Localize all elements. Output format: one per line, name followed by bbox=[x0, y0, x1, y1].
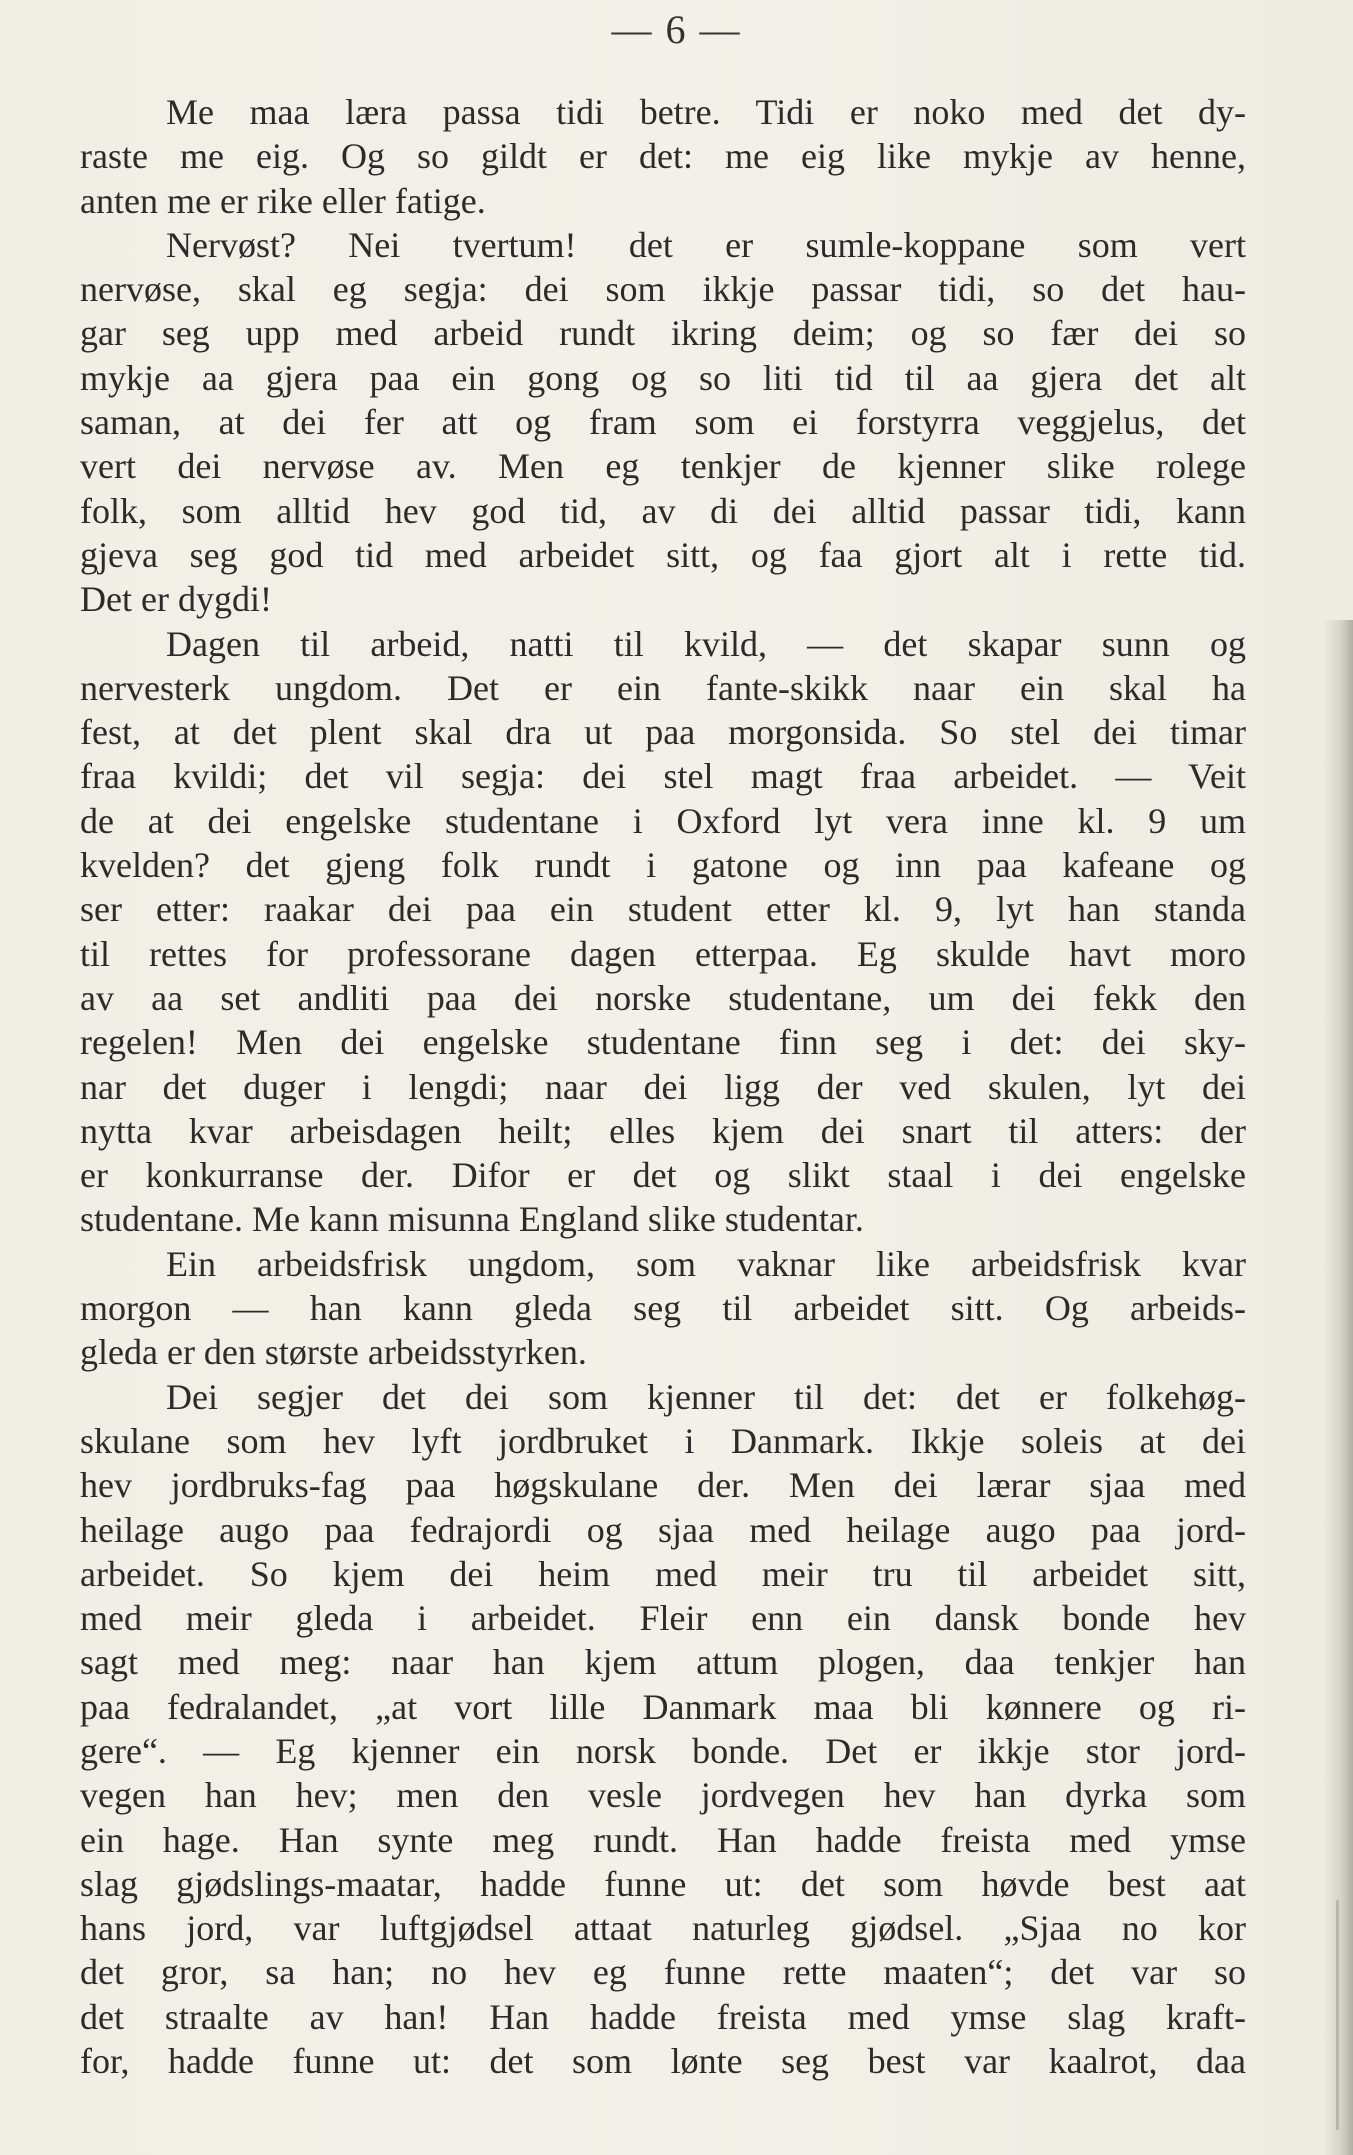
text-line: er konkurranse der. Difor er det og slikt staal i dei engelske bbox=[80, 1155, 1246, 1196]
text-line: til rettes for professorane dagen etterpaa. Eg skulde havt moro bbox=[80, 933, 1246, 974]
text-line: raste me eig. Og so gildt er det: me eig like mykje av henne, bbox=[80, 136, 1246, 177]
text-line: studentane. Me kann misunna England slike studentar. bbox=[80, 1199, 864, 1240]
text-line: det gror, sa han; no hev eg funne rette maaten“; det var so bbox=[80, 1952, 1246, 1993]
text-line: arbeidet. So kjem dei heim med meir tru til arbeidet sitt, bbox=[80, 1553, 1246, 1594]
text-line: skulane som hev lyft jordbruket i Danmark. Ikkje soleis at dei bbox=[80, 1420, 1246, 1461]
text-line: nervøse, skal eg segja: dei som ikkje passar tidi, so det hau- bbox=[80, 269, 1246, 310]
text-line: sagt med meg: naar han kjem attum plogen, daa tenkjer han bbox=[80, 1642, 1246, 1683]
text-line: de at dei engelske studentane i Oxford lyt vera inne kl. 9 um bbox=[80, 800, 1246, 841]
text-line: paa fedralandet, „at vort lille Danmark maa bli kønnere og ri- bbox=[80, 1686, 1246, 1727]
text-line: gere“. — Eg kjenner ein norsk bonde. Det er ikkje stor jord- bbox=[80, 1730, 1246, 1771]
text-line: med meir gleda i arbeidet. Fleir enn ein dansk bonde hev bbox=[80, 1598, 1246, 1639]
text-line: fest, at det plent skal dra ut paa morgonsida. So stel dei timar bbox=[80, 712, 1246, 753]
text-line: Det er dygdi! bbox=[80, 579, 272, 620]
text-line: morgon — han kann gleda seg til arbeidet sitt. Og arbeids- bbox=[80, 1288, 1246, 1329]
body-text bbox=[80, 90, 1246, 2083]
text-line: gjeva seg god tid med arbeidet sitt, og faa gjort alt i rette tid. bbox=[80, 534, 1246, 575]
text-line: anten me er rike eller fatige. bbox=[80, 180, 486, 221]
text-line: folk, som alltid hev god tid, av di dei alltid passar tidi, kann bbox=[80, 490, 1246, 531]
text-line: vert dei nervøse av. Men eg tenkjer de kjenner slike rolege bbox=[80, 446, 1246, 487]
text-line: fraa kvildi; det vil segja: dei stel magt fraa arbeidet. — Veit bbox=[80, 756, 1246, 797]
text-line: slag gjødslings-maatar, hadde funne ut: det som høvde best aat bbox=[80, 1863, 1246, 1904]
text-line: av aa set andliti paa dei norske studentane, um dei fekk den bbox=[80, 977, 1246, 1018]
text-line: heilage augo paa fedrajordi og sjaa med heilage augo paa jord- bbox=[80, 1509, 1246, 1550]
text-line: Ein arbeidsfrisk ungdom, som vaknar like arbeidsfrisk kvar bbox=[166, 1243, 1246, 1284]
text-line: Me maa læra passa tidi betre. Tidi er noko med det dy- bbox=[166, 92, 1246, 132]
text-line: nervesterk ungdom. Det er ein fante-skikk naar ein skal ha bbox=[80, 667, 1246, 708]
text-line: mykje aa gjera paa ein gong og so liti tid til aa gjera det alt bbox=[80, 357, 1246, 398]
text-line: Dagen til arbeid, natti til kvild, — det skapar sunn og bbox=[166, 623, 1246, 664]
text-line: ein hage. Han synte meg rundt. Han hadde freista med ymse bbox=[80, 1819, 1246, 1860]
text-line: det straalte av han! Han hadde freista med ymse slag kraft- bbox=[80, 1996, 1246, 2037]
text-line: regelen! Men dei engelske studentane finn seg i det: dei sky- bbox=[80, 1022, 1246, 1063]
text-line: vegen han hev; men den vesle jordvegen hev han dyrka som bbox=[80, 1775, 1246, 1816]
text-line: Nervøst? Nei tvertum! det er sumle-koppane som vert bbox=[166, 224, 1246, 265]
text-line: saman, at dei fer att og fram som ei forstyrra veggjelus, det bbox=[80, 402, 1246, 443]
text-line: hans jord, var luftgjødsel attaat naturleg gjødsel. „Sjaa no kor bbox=[80, 1908, 1246, 1949]
text-line: for, hadde funne ut: det som lønte seg best var kaalrot, daa bbox=[80, 2041, 1246, 2082]
page-number: — 6 — bbox=[611, 7, 742, 52]
text-line: kvelden? det gjeng folk rundt i gatone og inn paa kafeane og bbox=[80, 845, 1246, 886]
text-line: hev jordbruks-fag paa høgskulane der. Men dei lærar sjaa med bbox=[80, 1465, 1246, 1506]
text-line: ser etter: raakar dei paa ein student etter kl. 9, lyt han standa bbox=[80, 889, 1246, 930]
text-line: nar det duger i lengdi; naar dei ligg der ved skulen, lyt dei bbox=[80, 1066, 1246, 1107]
text-line: Dei segjer det dei som kjenner til det: det er folkehøg- bbox=[166, 1376, 1246, 1417]
text-line: nytta kvar arbeisdagen heilt; elles kjem dei snart til atters: der bbox=[80, 1110, 1246, 1151]
text-line: gleda er den største arbeidsstyrken. bbox=[80, 1332, 587, 1373]
page-edge-mark bbox=[1336, 1900, 1339, 2130]
text-line: gar seg upp med arbeid rundt ikring deim; og so fær dei so bbox=[80, 313, 1246, 354]
